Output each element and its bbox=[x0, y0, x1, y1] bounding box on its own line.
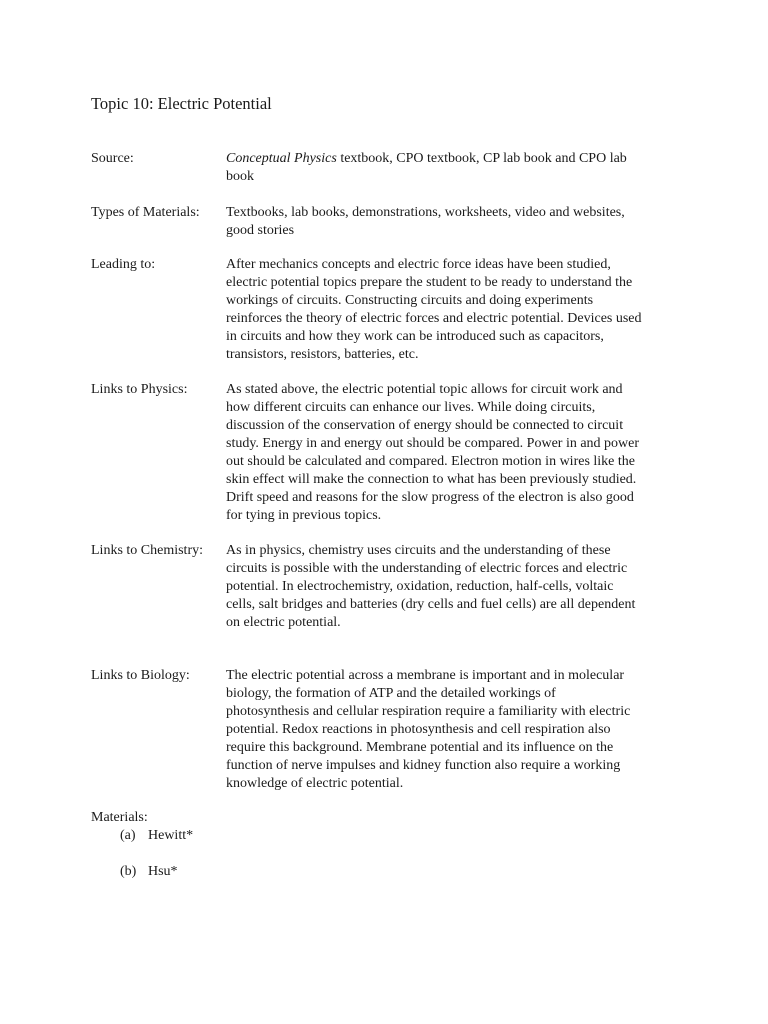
row-line: on electric potential. bbox=[226, 615, 341, 630]
row-line: transistors, resistors, batteries, etc. bbox=[226, 347, 419, 362]
row-label-leading-to: Leading to: bbox=[91, 257, 156, 272]
row-line: electric potential topics prepare the student to be ready to understand the bbox=[226, 275, 633, 290]
row-content-types-of-materials bbox=[226, 204, 686, 240]
row-line: out should be calculated and compared. Electron motion in wires like the bbox=[226, 454, 635, 469]
row-line: function of nerve impulses and kidney function also require a working bbox=[226, 758, 621, 773]
row-line: book bbox=[226, 169, 254, 184]
row-line: biology, the formation of ATP and the detailed workings of bbox=[226, 686, 556, 701]
row-content-leading-to bbox=[226, 256, 686, 364]
row-line: knowledge of electric potential. bbox=[226, 776, 404, 791]
row-line: Drift speed and reasons for the slow progress of the electron is also good bbox=[226, 490, 634, 505]
row-line: The electric potential across a membrane is important and in molecular bbox=[226, 668, 625, 683]
row-line: good stories bbox=[226, 223, 295, 238]
row-line: workings of circuits. Constructing circuits and doing experiments bbox=[226, 293, 594, 308]
row-line: After mechanics concepts and electric force ideas have been studied, bbox=[226, 257, 611, 272]
row-line: skin effect will make the connection to what has been previously studied. bbox=[226, 472, 637, 487]
row-line-text: textbook, CPO textbook, CP lab book and CPO lab bbox=[340, 151, 627, 166]
row-line: require this background. Membrane potential and its influence on the bbox=[226, 740, 614, 755]
row-line: As stated above, the electric potential topic allows for circuit work and bbox=[226, 382, 623, 397]
row-line: As in physics, chemistry uses circuits and the understanding of these bbox=[226, 543, 611, 558]
row-line: in circuits and how they work can be introduced such as capacitors, bbox=[226, 329, 604, 344]
row-label-links-to-physics: Links to Physics: bbox=[91, 382, 188, 397]
page-title: Topic 10: Electric Potential bbox=[91, 94, 272, 113]
list-marker: (b) bbox=[120, 864, 137, 879]
row-line: discussion of the conservation of energy should be connected to circuit bbox=[226, 418, 624, 433]
list-item-text: Hsu* bbox=[148, 864, 178, 879]
row-line: how different circuits can enhance our lives. While doing circuits, bbox=[226, 400, 596, 415]
row-content-links-to-biology bbox=[226, 667, 686, 793]
row-label-types-of-materials: Types of Materials: bbox=[91, 205, 200, 220]
row-content-links-to-physics bbox=[226, 381, 686, 525]
list-item bbox=[120, 863, 178, 881]
row-line: for tying in previous topics. bbox=[226, 508, 382, 523]
list-item-text: Hewitt* bbox=[148, 828, 194, 843]
row-content-links-to-chemistry bbox=[226, 542, 686, 632]
list-marker: (a) bbox=[120, 828, 136, 843]
row-line bbox=[226, 150, 686, 168]
row-line: study. Energy in and energy out should be compared. Power in and power bbox=[226, 436, 640, 451]
row-line: reinforces the theory of electric forces and electric potential. Devices used bbox=[226, 311, 642, 326]
row-label-source: Source: bbox=[91, 151, 134, 166]
row-line: potential. Redox reactions in photosynthesis and cell respiration also bbox=[226, 722, 611, 737]
list-item bbox=[120, 827, 193, 845]
row-line: Textbooks, lab books, demonstrations, worksheets, video and websites, bbox=[226, 205, 625, 220]
book-title: Conceptual Physics bbox=[226, 151, 337, 166]
materials-heading: Materials: bbox=[91, 810, 148, 825]
row-line: cells, salt bridges and batteries (dry cells and fuel cells) are all dependent bbox=[226, 597, 636, 612]
row-line: potential. In electrochemistry, oxidation, reduction, half-cells, voltaic bbox=[226, 579, 614, 594]
row-label-links-to-chemistry: Links to Chemistry: bbox=[91, 543, 203, 558]
row-label-links-to-biology: Links to Biology: bbox=[91, 668, 190, 683]
row-line: photosynthesis and cellular respiration require a familiarity with electric bbox=[226, 704, 631, 719]
row-content-source bbox=[226, 150, 686, 186]
row-line: circuits is possible with the understanding of electric forces and electric bbox=[226, 561, 628, 576]
